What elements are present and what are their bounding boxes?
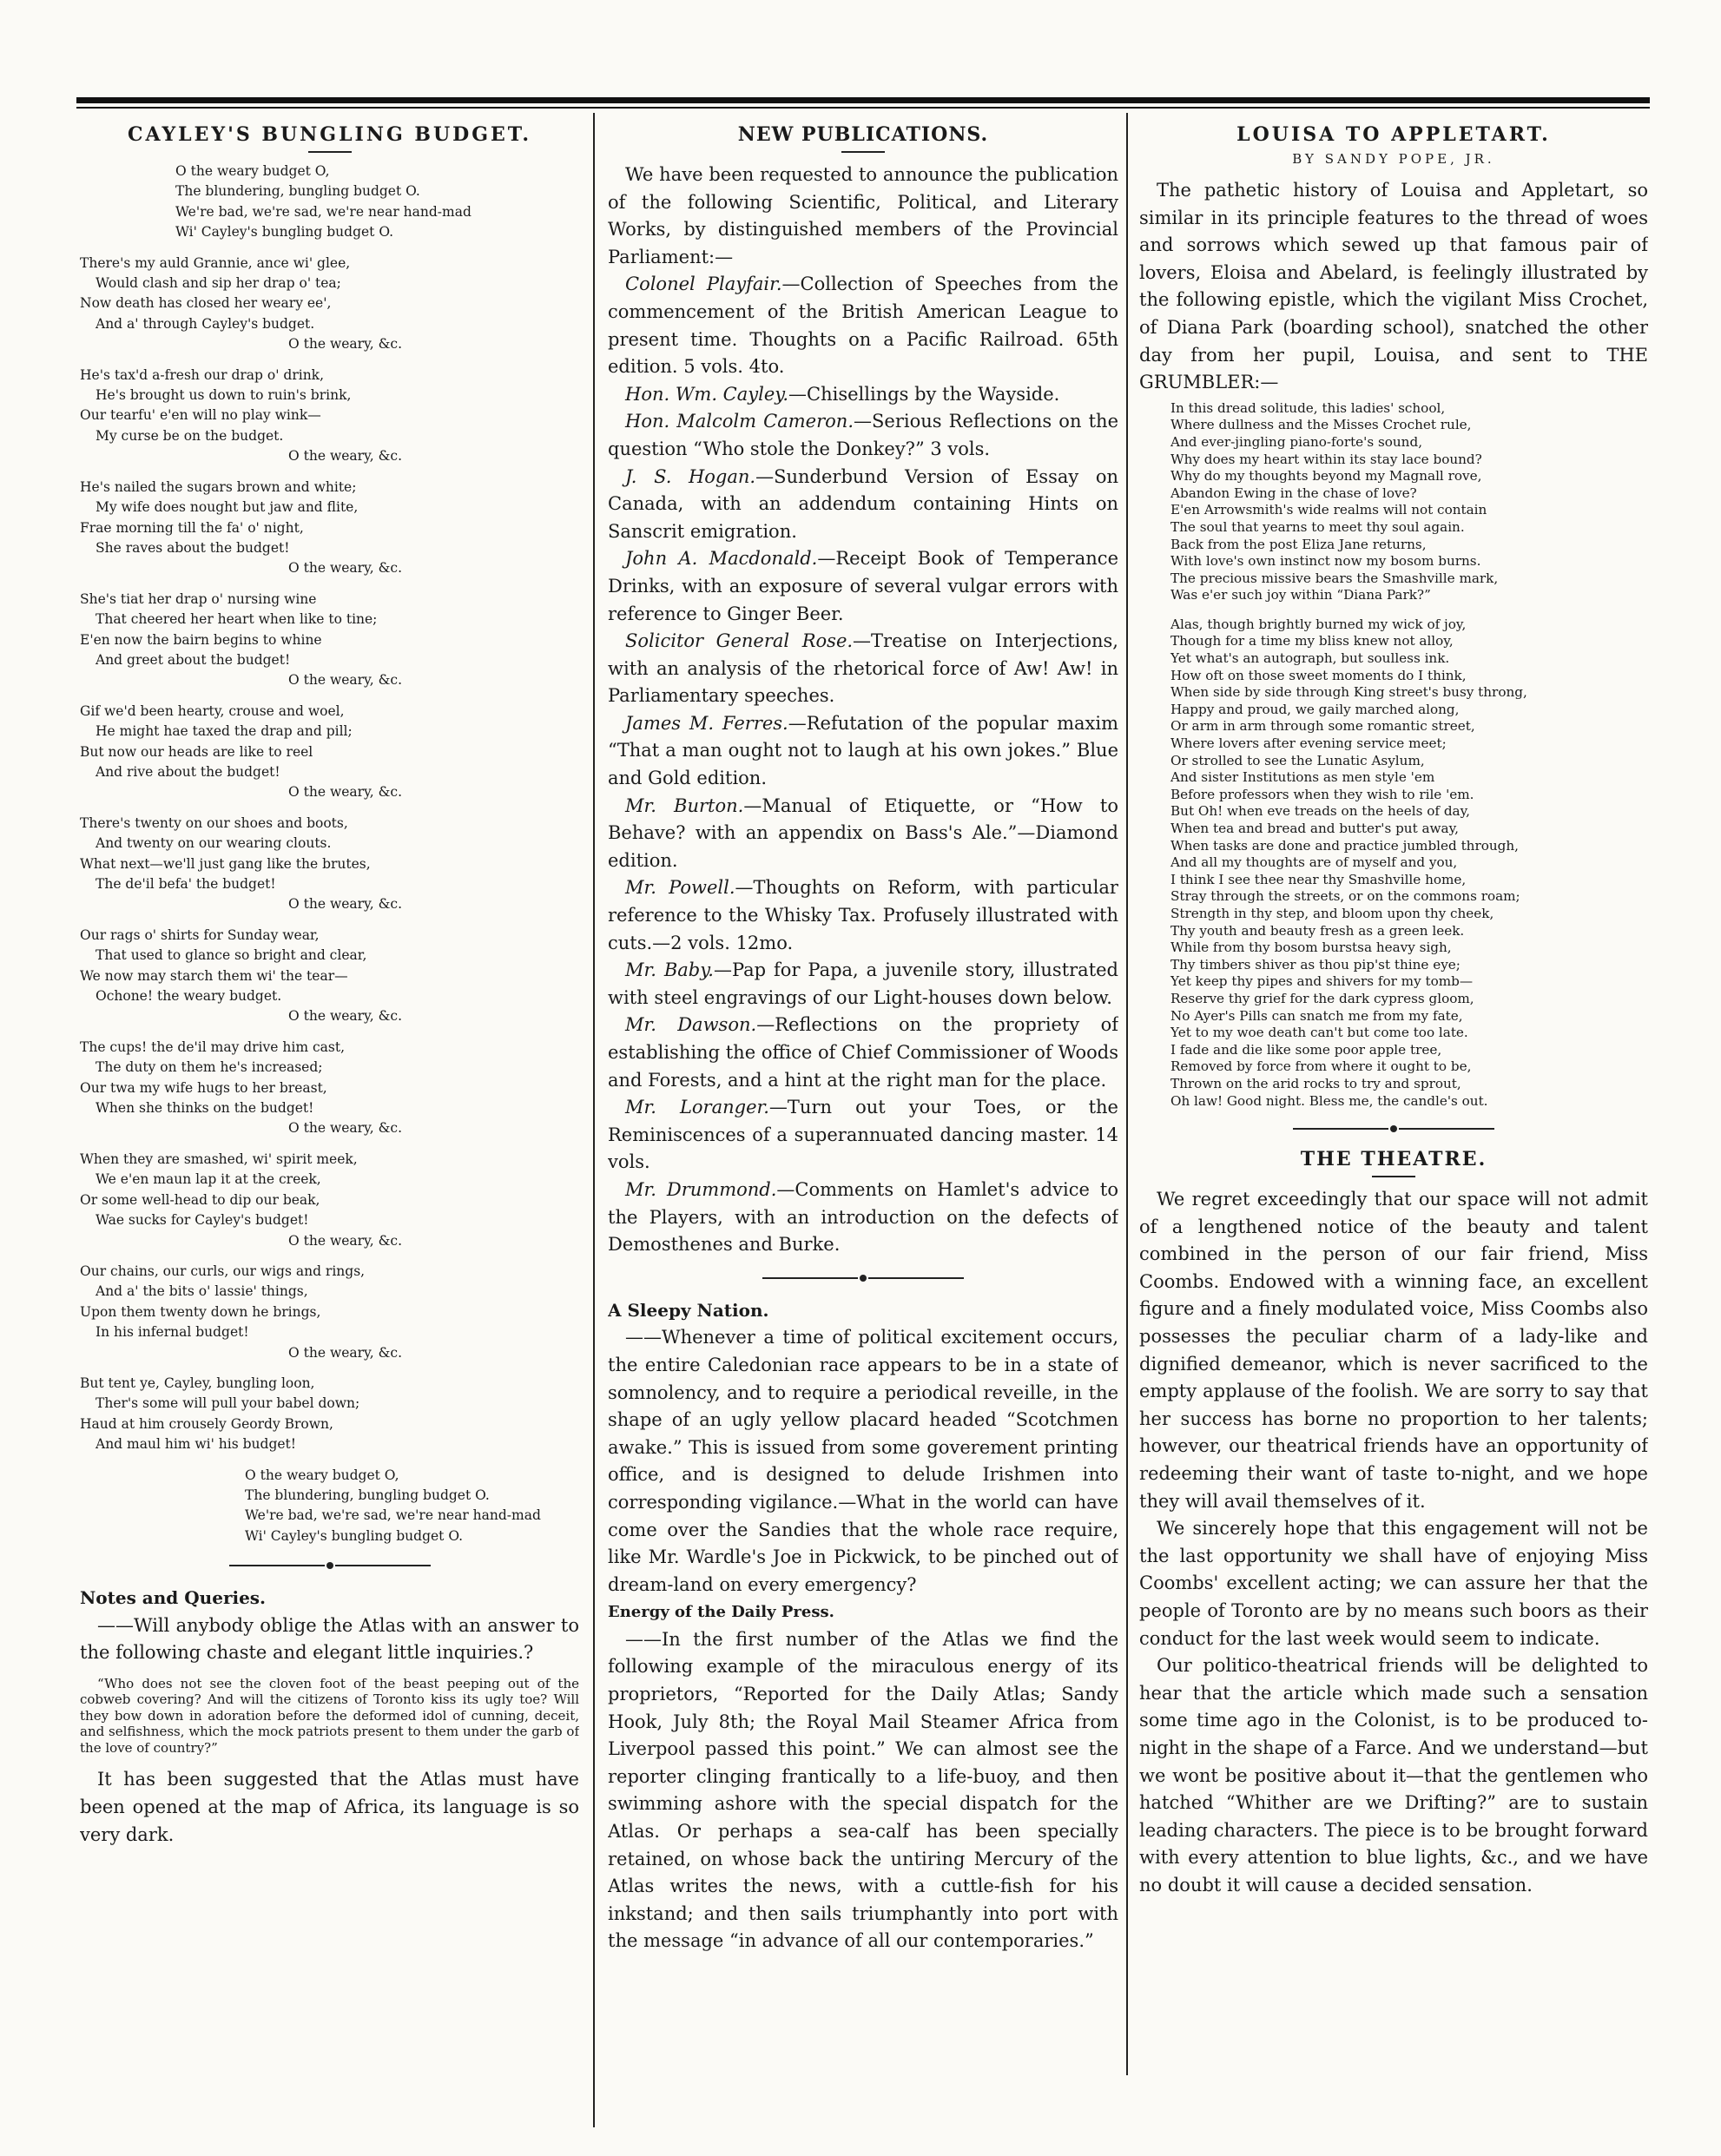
poem-line: What next—we'll just gang like the brutes, bbox=[80, 855, 371, 872]
publication-item bbox=[608, 1177, 1118, 1259]
publication-text: —Manual of Etiquette, or “How to Behave? with an appendix on Bass's Ale.”—Diamond edition. bbox=[608, 794, 1118, 871]
poem-line: Ther's some will pull your babel down; bbox=[96, 1395, 360, 1412]
publication-author: Mr. Baby. bbox=[625, 959, 714, 981]
letter-line: Removed by force from where it ought to be, bbox=[1170, 1058, 1472, 1075]
letter-line: Or strolled to see the Lunatic Asylum, bbox=[1170, 752, 1425, 768]
poem-line: My curse be on the budget. bbox=[96, 427, 284, 444]
publication-text: —Treatise on Interjections, with an analysis of the rhetorical force of Aw! Aw! in Parliamentary speeches. bbox=[608, 630, 1118, 707]
poem-line: Gif we'd been hearty, crouse and woel, bbox=[80, 702, 345, 719]
poem-line: And greet about the budget! bbox=[96, 651, 291, 668]
letter-line: Or arm in arm through some romantic street, bbox=[1170, 718, 1475, 735]
publication-item bbox=[608, 408, 1118, 463]
section-divider bbox=[80, 1559, 579, 1572]
column-3 bbox=[1139, 122, 1648, 2121]
poem-line: And a' through Cayley's budget. bbox=[96, 315, 315, 332]
letter-line: Reserve thy grief for the dark cypress gloom, bbox=[1170, 990, 1474, 1006]
poem-line: And rive about the budget! bbox=[96, 763, 280, 780]
letter-line: When tea and bread and butter's put away, bbox=[1170, 821, 1459, 836]
letter-title: LOUISA TO APPLETART. bbox=[1236, 123, 1551, 146]
notes-paragraph: ——Will anybody oblige the Atlas with an answer to the following chaste and elegant little inquiries.? bbox=[80, 1614, 579, 1664]
poem-line: My wife does nought but jaw and flite, bbox=[96, 499, 359, 516]
poem-stanza bbox=[80, 702, 579, 803]
poem-line: Our rags o' shirts for Sunday wear, bbox=[80, 926, 320, 943]
poem-line: Our tearfu' e'en will no play wink— bbox=[80, 407, 321, 424]
letter-line: But Oh! when eve treads on the heels of day, bbox=[1170, 803, 1470, 820]
publication-item bbox=[608, 464, 1118, 546]
publication-item bbox=[608, 271, 1118, 380]
publications-title: NEW PUBLICATIONS. bbox=[737, 123, 989, 146]
letter-line: How oft on those sweet moments do I think, bbox=[1170, 667, 1467, 683]
poem-stanza bbox=[80, 366, 579, 467]
theatre-paragraph-2: We sincerely hope that this engagement will not be the last opportunity we shall have of enjoying Miss Coombs' excellent acting; we can assure her that the people of Toronto are by no means such boors as their conduct for the last week would seem to indicate. bbox=[1139, 1518, 1648, 1649]
publication-author: Solicitor General Rose. bbox=[625, 630, 854, 652]
poem-line: O the weary, &c. bbox=[288, 672, 402, 689]
poem-outro bbox=[80, 1466, 579, 1547]
title-dash bbox=[1372, 1176, 1415, 1177]
poem-line: O the weary, &c. bbox=[288, 1008, 402, 1025]
letter-line: And sister Institutions as men style 'em bbox=[1170, 769, 1435, 786]
publication-text: —Reflections on the propriety of establishing the office of Chief Commissioner of Woods and Forests, and a hint at the right man for the place. bbox=[608, 1014, 1118, 1091]
poem-line: We're bad, we're sad, we're near hand-mad bbox=[175, 203, 471, 220]
publication-text: —Thoughts on Reform, with particular reference to the Whisky Tax. Profusely illustrated with cuts.—2 vols. 12mo. bbox=[608, 877, 1118, 953]
column-2 bbox=[608, 122, 1118, 2121]
notes-heading: Notes and Queries. bbox=[80, 1587, 267, 1609]
poem-line: She raves about the budget! bbox=[96, 539, 290, 556]
letter-line: Why does my heart within its stay lace bound? bbox=[1170, 451, 1482, 467]
poem-stanza bbox=[80, 1038, 579, 1139]
poem-line: We're bad, we're sad, we're near hand-mad bbox=[245, 1507, 541, 1524]
poem bbox=[80, 162, 579, 1546]
title-dash bbox=[841, 151, 885, 153]
notes-paragraph-2: It has been suggested that the Atlas must have been opened at the map of Africa, its language is so very dark. bbox=[80, 1769, 579, 1845]
poem-line: She's tiat her drap o' nursing wine bbox=[80, 590, 317, 607]
theatre-title: THE THEATRE. bbox=[1300, 1148, 1487, 1171]
theatre-section bbox=[1139, 1186, 1648, 1899]
poem-line: O the weary budget O, bbox=[245, 1467, 399, 1483]
letter-line: And all my thoughts are of myself and you, bbox=[1170, 854, 1458, 871]
poem-line: There's twenty on our shoes and boots, bbox=[80, 814, 348, 831]
publication-item bbox=[608, 1012, 1118, 1094]
publication-author: James M. Ferres. bbox=[625, 712, 788, 734]
letter-line: Was e'er such joy within “Diana Park?” bbox=[1170, 587, 1431, 603]
poem-stanza bbox=[80, 1262, 579, 1363]
poem-line: Now death has closed her weary ee', bbox=[80, 295, 332, 312]
publication-author: Hon. Malcolm Cameron. bbox=[625, 411, 854, 432]
sleepy-section bbox=[608, 1297, 1118, 1955]
letter-line: Yet keep thy pipes and shivers for my tomb— bbox=[1170, 973, 1474, 990]
publication-item bbox=[608, 957, 1118, 1012]
letter-intro: The pathetic history of Louisa and Appletart, so similar in its principle features to the thread of woes and sorrows which sewed up that famous pair of lovers, Eloisa and Abelard, is feelingly illustrated by the following epistle, which the vigilant Miss Crochet, of Diana Park (boarding school), snatched the other day from her pupil, Louisa, and sent to THE GRUMBLER:— bbox=[1139, 180, 1648, 393]
letter-stanza-1 bbox=[1170, 400, 1648, 604]
poem-line: O the weary, &c. bbox=[288, 560, 402, 577]
publication-item bbox=[608, 545, 1118, 628]
publication-item bbox=[608, 793, 1118, 875]
poem-stanza bbox=[80, 590, 579, 691]
poem-line: O the weary, &c. bbox=[288, 1232, 402, 1249]
letter-section bbox=[1139, 177, 1648, 397]
letter-line: E'en Arrowsmith's wide realms will not contain bbox=[1170, 502, 1487, 518]
letter-line: Happy and proud, we gaily marched along, bbox=[1170, 701, 1460, 717]
section-divider bbox=[608, 1271, 1118, 1285]
poem-line: But now our heads are like to reel bbox=[80, 743, 313, 760]
poem-stanza bbox=[80, 926, 579, 1027]
letter-line: Abandon Ewing in the chase of love? bbox=[1170, 485, 1417, 501]
poem-line: When they are smashed, wi' spirit meek, bbox=[80, 1151, 358, 1167]
publication-author: John A. Macdonald. bbox=[625, 548, 818, 570]
poem-line: Would clash and sip her drap o' tea; bbox=[96, 275, 341, 292]
section-divider bbox=[1139, 1122, 1648, 1136]
letter-line: Stray through the streets, or on the commons roam; bbox=[1170, 888, 1520, 905]
sleepy-heading: A Sleepy Nation. bbox=[608, 1299, 769, 1321]
poem-line: When she thinks on the budget! bbox=[96, 1100, 314, 1117]
poem-stanza bbox=[80, 1374, 579, 1455]
publication-item bbox=[608, 710, 1118, 793]
poem-line: Our chains, our curls, our wigs and rings, bbox=[80, 1263, 366, 1279]
poem-line: But tent ye, Cayley, bungling loon, bbox=[80, 1375, 315, 1391]
notes-section bbox=[80, 1585, 579, 1849]
publication-text: —Serious Reflections on the question “Who stole the Donkey?” 3 vols. bbox=[608, 411, 1118, 459]
theatre-paragraph-1: We regret exceedingly that our space will not admit of a lengthened notice of the beauty and talent combined in the person of our fair friend, Miss Coombs. Endowed with a winning face, an excellent figure and a finely modulated voice, Miss Coombs also possesses the peculiar charm of a lady-like and dignified demeanor, which is never sacrificed to the empty applause of the foolish. We are sorry to say that her success has borne no proportion to her talents; however, our theatrical friends have an opportunity of redeeming their want of taste to-night, and we hope they will avail themselves of it. bbox=[1139, 1189, 1648, 1512]
publication-item bbox=[608, 874, 1118, 957]
publication-item bbox=[608, 1094, 1118, 1177]
poem-line: And maul him wi' his budget! bbox=[96, 1436, 297, 1453]
poem-stanza bbox=[80, 1150, 579, 1251]
poem-line: Wae sucks for Cayley's budget! bbox=[96, 1212, 309, 1229]
letter-line: No Ayer's Pills can snatch me from my fate, bbox=[1170, 1007, 1463, 1024]
publications-intro: We have been requested to announce the publication of the following Scientific, Political, and Literary Works, by distinguished members of the Provincial Parliament:— bbox=[608, 164, 1118, 267]
poem-title: CAYLEY'S BUNGLING BUDGET. bbox=[127, 123, 532, 146]
letter-line: Yet to my woe death can't but come too late. bbox=[1170, 1025, 1468, 1041]
publication-text: —Chisellings by the Wayside. bbox=[788, 383, 1060, 405]
letter-line: Where dullness and the Misses Crochet rule, bbox=[1170, 417, 1472, 433]
publication-text: —Pap for Papa, a juvenile story, illustrated with steel engravings of our Light-houses down below. bbox=[608, 959, 1118, 1008]
poem-line: O the weary, &c. bbox=[288, 336, 402, 353]
letter-line: Where lovers after evening service meet; bbox=[1170, 735, 1447, 752]
title-dash bbox=[308, 151, 352, 153]
byline: BY SANDY POPE, JR. bbox=[1292, 151, 1495, 167]
publication-author: Mr. Dawson. bbox=[625, 1014, 757, 1036]
poem-line: He's brought us down to ruin's brink, bbox=[96, 387, 352, 404]
poem-line: O the weary, &c. bbox=[288, 784, 402, 801]
poem-line: There's my auld Grannie, ance wi' glee, bbox=[80, 254, 351, 271]
letter-line: I fade and die like some poor apple tree, bbox=[1170, 1041, 1442, 1058]
column-rule-1 bbox=[593, 113, 595, 2127]
publication-item bbox=[608, 628, 1118, 710]
poem-line: Frae morning till the fa' o' night, bbox=[80, 519, 304, 536]
poem-line: That cheered her heart when like to tine; bbox=[96, 611, 378, 628]
letter-line: Though for a time my bliss knew not alloy, bbox=[1170, 633, 1454, 649]
poem-line: The de'il befa' the budget! bbox=[96, 876, 276, 892]
poem-line: The blundering, bungling budget O. bbox=[175, 183, 420, 200]
publication-author: Hon. Wm. Cayley. bbox=[625, 383, 789, 405]
poem-line: O the weary, &c. bbox=[288, 1344, 402, 1361]
publication-author: Colonel Playfair. bbox=[625, 274, 782, 295]
column-1 bbox=[80, 122, 579, 2121]
letter-line: Why do my thoughts beyond my Magnall rove, bbox=[1170, 468, 1482, 485]
letter-stanza-2 bbox=[1170, 616, 1648, 1110]
publication-author: Mr. Burton. bbox=[625, 794, 744, 816]
poem-intro bbox=[80, 162, 579, 243]
letter-line: And ever-jingling piano-forte's sound, bbox=[1170, 433, 1423, 450]
publication-author: Mr. Powell. bbox=[625, 877, 735, 899]
poem-line: That used to glance so bright and clear, bbox=[96, 947, 367, 964]
letter-line: Strength in thy step, and bloom upon thy cheek, bbox=[1170, 905, 1494, 921]
publication-text: —Comments on Hamlet's advice to the Players, with an introduction on the defects of Demosthenes and Burke. bbox=[608, 1178, 1118, 1256]
poem-line: Haud at him crousely Geordy Brown, bbox=[80, 1415, 333, 1432]
letter-line: When tasks are done and practice jumbled through, bbox=[1170, 837, 1519, 854]
poem-line: The blundering, bungling budget O. bbox=[245, 1487, 490, 1503]
poem-line: The cups! the de'il may drive him cast, bbox=[80, 1038, 345, 1055]
letter-line: While from thy bosom burstsa heavy sigh, bbox=[1170, 940, 1452, 956]
column-rule-2 bbox=[1126, 113, 1128, 2075]
letter-line: Yet what's an autograph, but soulless ink. bbox=[1170, 650, 1450, 667]
poem-line: Wi' Cayley's bungling budget O. bbox=[245, 1527, 464, 1544]
letter-line: Thy youth and beauty fresh as a green leek. bbox=[1170, 922, 1465, 939]
letter-line: The precious missive bears the Smashville mark, bbox=[1170, 570, 1499, 586]
letter-line: In this dread solitude, this ladies' school, bbox=[1170, 399, 1446, 416]
letter-verse bbox=[1170, 400, 1648, 1110]
poem-line: Or some well-head to dip our beak, bbox=[80, 1191, 320, 1208]
poem-line: We e'en maun lap it at the creek, bbox=[96, 1171, 321, 1188]
theatre-paragraph-3: Our politico-theatrical friends will be delighted to hear that the article which made such a sensation some time ago in the Colonist, is to be produced to-night in the shape of a Farce. And we understand—but we wont be positive about it—that the gentlemen who hatched “Whither are we Drifting?” are to sustain leading characters. The piece is to be brought forward with every attention to blue lights, &c., and we have no doubt it will cause a decided sensation. bbox=[1139, 1655, 1648, 1896]
energy-heading: Energy of the Daily Press. bbox=[608, 1603, 834, 1622]
poem-line: Upon them twenty down he brings, bbox=[80, 1303, 321, 1320]
poem-line: O the weary, &c. bbox=[288, 896, 402, 913]
publication-author: Mr. Loranger. bbox=[625, 1097, 769, 1118]
letter-line: The soul that yearns to meet thy soul again. bbox=[1170, 518, 1465, 535]
poem-stanzas bbox=[80, 254, 579, 1455]
top-rule bbox=[76, 97, 1650, 103]
poem-line: We now may starch them wi' the tear— bbox=[80, 967, 348, 984]
publication-text: —Receipt Book of Temperance Drinks, with an exposure of several vulgar errors with reference to Ginger Beer. bbox=[608, 548, 1118, 624]
poem-stanza bbox=[80, 254, 579, 355]
poem-line: O the weary, &c. bbox=[288, 1120, 402, 1137]
poem-line: E'en now the bairn begins to whine bbox=[80, 631, 322, 648]
letter-line: Oh law! Good night. Bless me, the candle's out. bbox=[1170, 1092, 1488, 1109]
publication-text: —Refutation of the popular maxim “That a man ought not to laugh at his own jokes.” Blue and Gold edition. bbox=[608, 712, 1118, 789]
letter-line: Thrown on the arid rocks to try and sprout, bbox=[1170, 1075, 1461, 1091]
sleepy-paragraph: ——Whenever a time of political excitement occurs, the entire Caledonian race appears to be in a state of somnolency, and to require a periodical reveille, in the shape of an ugly yellow placard headed “Scotchmen awake.” This is issued from some goverement printing office, and is designed to delude Irishmen into corresponding vigilance.—What in the world can have come over the Sandies that the whole race require, like Mr. Wardle's Joe in Pickwick, to be pinched out of dream-land on every emergency? bbox=[608, 1327, 1118, 1595]
publications-list bbox=[608, 271, 1118, 1258]
letter-line: I think I see thee near thy Smashville home, bbox=[1170, 871, 1467, 887]
publication-text: —Sunderbund Version of Essay on Canada, with an addendum containing Hints on Sanscrit emigration. bbox=[608, 465, 1118, 542]
poem-line: He's nailed the sugars brown and white; bbox=[80, 478, 357, 495]
poem-line: Ochone! the weary budget. bbox=[96, 988, 282, 1005]
publications-section bbox=[608, 162, 1118, 1259]
publication-author: Mr. Drummond. bbox=[625, 1178, 777, 1200]
letter-line: Before professors when they wish to rile 'em. bbox=[1170, 786, 1474, 802]
poem-line: And twenty on our wearing clouts. bbox=[96, 835, 332, 852]
poem-line: In his infernal budget! bbox=[96, 1324, 249, 1341]
publication-item bbox=[608, 381, 1118, 409]
poem-line: Wi' Cayley's bungling budget O. bbox=[175, 224, 394, 241]
letter-line: Thy timbers shiver as thou pip'st thine eye; bbox=[1170, 956, 1461, 973]
publication-text: —Turn out your Toes, or the Reminiscences of a superannuated dancing master. 14 vols. bbox=[608, 1097, 1118, 1173]
letter-line: Back from the post Eliza Jane returns, bbox=[1170, 536, 1427, 552]
poem-line: O the weary budget O, bbox=[175, 163, 330, 179]
letter-line: Alas, though brightly burned my wick of joy, bbox=[1170, 616, 1467, 632]
publication-author: J. S. Hogan. bbox=[625, 465, 756, 487]
poem-line: And a' the bits o' lassie' things, bbox=[96, 1283, 308, 1300]
poem-line: He might hae taxed the drap and pill; bbox=[96, 723, 353, 740]
poem-line: The duty on them he's increased; bbox=[96, 1059, 323, 1076]
energy-paragraph: ——In the first number of the Atlas we find the following example of the miraculous energy of its proprietors, “Reported for the Daily Atlas; Sandy Hook, July 8th; the Royal Mail Steamer Africa from Liverpool passed this point.” We can almost see the reporter clinging frantically to a life-buoy, and then swimming ashore with the special dispatch for the Atlas. Or perhaps a sea-calf has been specially retained, on whose back the untiring Mercury of the Atlas writes the news, with a cuttle-fish for his inkstand; and then sails triumphantly into port with the message “in advance of all our contemporaries.” bbox=[608, 1628, 1118, 1952]
poem-line: Our twa my wife hugs to her breast, bbox=[80, 1079, 327, 1096]
poem-stanza bbox=[80, 814, 579, 915]
publication-text: —Collection of Speeches from the commencement of the British American League to present time. Thoughts on a Pacific Railroad. 65th edition. 5 vols. 4to. bbox=[608, 274, 1118, 378]
notes-quote: “Who does not see the cloven foot of the beast peeping out of the cobweb covering? And will the citizens of Toronto kiss its ugly toe? Will they bow down in adoration before the deformed idol of cunning, deceit, and selfishness, which the mock patriots present to them under the garb of the love of country?” bbox=[80, 1675, 579, 1756]
poem-line: O the weary, &c. bbox=[288, 448, 402, 465]
poem-line: He's tax'd a-fresh our drap o' drink, bbox=[80, 366, 324, 383]
poem-stanza bbox=[80, 478, 579, 579]
letter-line: When side by side through King street's busy throng, bbox=[1170, 684, 1527, 701]
letter-line: With love's own instinct now my bosom burns. bbox=[1170, 553, 1481, 570]
